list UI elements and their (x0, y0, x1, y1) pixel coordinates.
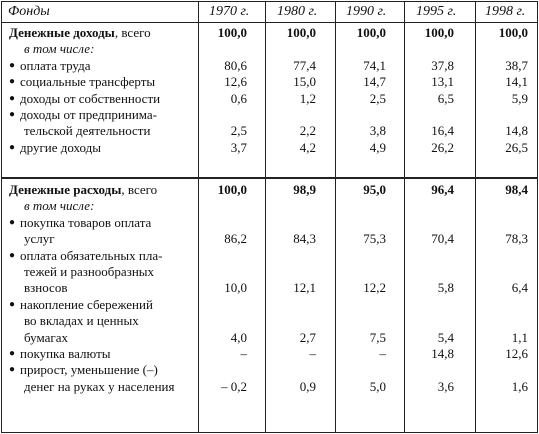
expenses-including-label: в том числе: (24, 198, 95, 214)
expenses-total-value: 98,9 (293, 182, 316, 197)
expenses-row-bullet: ● (9, 249, 16, 261)
section-rule (2, 177, 537, 179)
expenses-row-value: 1,1 (511, 329, 528, 345)
income-row-bullet: ● (9, 141, 16, 153)
expenses-row-bullet: ● (9, 348, 16, 359)
income-row-bullet: ● (9, 109, 16, 120)
expenses-row-value: 7,5 (369, 329, 386, 345)
income-row-label: тельской деятельности (24, 123, 151, 139)
income-row-label: доходы от собственности (20, 90, 161, 106)
expenses-row-value: 2,7 (299, 329, 316, 345)
header-year-1990: 1990 г. (346, 4, 387, 19)
expenses-row-value: 12,2 (363, 280, 386, 296)
expenses-title-rest: , всего (121, 182, 158, 197)
expenses-row-label: бумагах (24, 329, 68, 345)
expenses-row-value: 84,3 (293, 231, 316, 247)
expenses-row-value: 86,2 (224, 231, 247, 247)
income-total-value: 100,0 (217, 25, 247, 40)
expenses-row-label: покупка товаров оплата (20, 214, 152, 230)
income-row-value: 4,9 (369, 139, 386, 155)
expenses-row-value: 5,0 (369, 378, 386, 394)
income-row-value: 15,0 (293, 74, 316, 90)
expenses-row-bullet: ● (9, 364, 16, 376)
expenses-row-label: оплата обязательных пла- (20, 247, 163, 263)
income-row-value: 14,8 (505, 123, 528, 139)
income-row-label: социальные трансферты (20, 74, 156, 90)
expenses-total-value: 95,0 (363, 182, 386, 197)
expenses-total-value: 96,4 (431, 182, 454, 197)
expenses-row-value: 78,3 (505, 231, 528, 247)
expenses-row-label: тежей и разнообразных (24, 264, 155, 279)
income-row-label: доходы от предпринима- (20, 107, 158, 122)
income-row-value: 74,1 (363, 57, 386, 73)
expenses-row-value: 1,6 (511, 378, 528, 394)
income-title (9, 25, 151, 41)
expenses-row-value: 4,0 (230, 329, 247, 345)
income-row-bullet: ● (9, 76, 16, 88)
income-row-value: 80,6 (224, 57, 247, 73)
header-year-1970: 1970 г. (209, 4, 250, 19)
income-row-value: 4,2 (299, 139, 316, 155)
income-row-value: 38,7 (505, 57, 528, 73)
expenses-row-value: – (379, 346, 386, 361)
header-year-1995: 1995 г. (416, 4, 457, 19)
header-fund: Фонды (8, 4, 50, 19)
income-row-value: 14,7 (363, 74, 386, 90)
expenses-row-value: 12,6 (505, 346, 528, 361)
expenses-row-bullet: ● (9, 216, 16, 228)
income-row-value: 0,6 (230, 90, 247, 106)
income-row-label: другие доходы (20, 139, 102, 155)
expenses-row-value: 12,1 (293, 280, 316, 296)
income-row-value: 3,7 (230, 139, 247, 155)
expenses-row-value: – (240, 346, 247, 361)
income-row-bullet: ● (9, 92, 16, 104)
income-row-value: 26,5 (505, 139, 528, 155)
expenses-row-value: 5,4 (437, 329, 454, 345)
expenses-row-label: во вкладах и ценных (24, 313, 139, 329)
income-row-value: 37,8 (431, 57, 454, 73)
expenses-title-bold: Денежные расходы (9, 182, 122, 197)
expenses-total-value: 98,4 (505, 182, 528, 197)
income-row-value: 12,6 (224, 74, 247, 90)
income-row-value: 2,2 (299, 123, 316, 139)
header-rule (2, 22, 537, 23)
statistics-table (1, 1, 538, 433)
income-row-value: 16,4 (431, 123, 454, 139)
expenses-row-value: 6,4 (511, 280, 528, 296)
expenses-row-value: 75,3 (363, 231, 386, 247)
income-total-value: 100,0 (356, 25, 386, 40)
income-row-value: 2,5 (369, 90, 386, 106)
expenses-row-value: – (309, 346, 316, 361)
income-title-bold: Денежные доходы (9, 25, 115, 40)
income-total-value: 100,0 (286, 25, 316, 40)
income-title-rest: , всего (114, 25, 151, 40)
expenses-total-value: 100,0 (217, 182, 247, 197)
income-row-value: 6,5 (437, 90, 454, 106)
expenses-row-label: прирост, уменьшение (–) (20, 362, 158, 378)
income-row-bullet: ● (9, 59, 16, 71)
expenses-row-label: денег на руках у населения (24, 378, 175, 394)
expenses-row-value: 0,9 (299, 378, 316, 394)
income-row-value: 1,2 (299, 90, 316, 106)
income-row-value: 3,8 (369, 123, 386, 139)
expenses-row-bullet: ● (9, 298, 16, 310)
expenses-row-label: накопление сбережений (20, 296, 153, 312)
expenses-row-label: взносов (24, 280, 68, 296)
expenses-row-value: 14,8 (431, 346, 454, 361)
income-row-value: 13,1 (431, 74, 454, 90)
income-row-value: 2,5 (230, 123, 247, 139)
income-total-value: 100,0 (424, 25, 454, 40)
header-year-1980: 1980 г. (277, 4, 318, 19)
expenses-row-value: 3,6 (437, 378, 454, 394)
income-row-value: 5,9 (511, 90, 528, 106)
expenses-row-value: – 0,2 (221, 378, 247, 394)
expenses-row-value: 5,8 (437, 280, 454, 296)
expenses-row-label: покупка валюты (20, 346, 111, 361)
expenses-row-label: услуг (24, 231, 55, 247)
expenses-title (9, 182, 157, 198)
income-row-value: 26,2 (431, 139, 454, 155)
income-including-label: в том числе: (24, 41, 95, 57)
header-year-1998: 1998 г. (485, 4, 526, 19)
income-row-label: оплата труда (20, 57, 91, 73)
expenses-row-value: 70,4 (431, 231, 454, 247)
income-total-value: 100,0 (498, 25, 528, 40)
income-row-value: 14,1 (505, 74, 528, 90)
income-row-value: 77,4 (293, 57, 316, 73)
expenses-row-value: 10,0 (224, 280, 247, 296)
